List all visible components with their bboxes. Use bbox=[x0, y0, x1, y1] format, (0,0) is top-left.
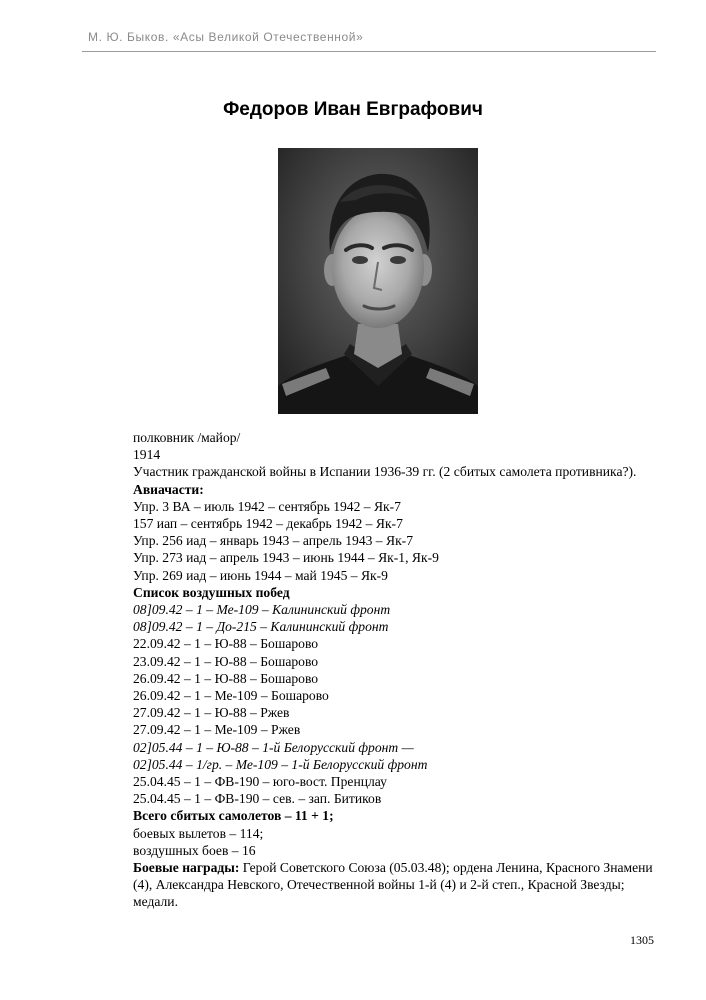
victory-line: 25.04.45 – 1 – ФВ-190 – сев. – зап. Битиков bbox=[133, 791, 382, 807]
portrait-photo bbox=[278, 148, 478, 414]
birth-year: 1914 bbox=[133, 447, 161, 463]
running-header: М. Ю. Быков. «Асы Великой Отечественной» bbox=[88, 30, 364, 44]
combat-sorties: боевых вылетов – 114; bbox=[133, 825, 264, 841]
page-number: 1305 bbox=[630, 933, 654, 947]
victory-line: 02]05.44 – 1 – Ю-88 – 1-й Белорусский фронт — bbox=[133, 739, 414, 755]
unit-line: Упр. 3 ВА – июль 1942 – сентябрь 1942 – Як-7 bbox=[133, 498, 401, 514]
victory-line: 02]05.44 – 1/гр. – Ме-109 – 1-й Белорусский фронт bbox=[133, 756, 428, 772]
victory-line: 27.09.42 – 1 – Ме-109 – Ржев bbox=[133, 722, 301, 738]
victory-line: 08]09.42 – 1 – Ме-109 – Калининский фронт bbox=[133, 602, 391, 618]
page-title: Федоров Иван Евграфович bbox=[223, 99, 483, 120]
victory-line: 23.09.42 – 1 – Ю-88 – Бошарово bbox=[133, 653, 319, 669]
awards-text: Герой Советского Союза (05.03.48); ордена Ленина, Красного Знамени (4), Александра Невского, Отечественной войны 1-й (4) и 2-й степ., Красной Звезды; медали. bbox=[133, 860, 653, 910]
air-battles: воздушных боев – 16 bbox=[133, 842, 256, 858]
unit-line: Упр. 269 иад – июнь 1944 – май 1945 – Як-9 bbox=[133, 567, 388, 583]
awards-paragraph bbox=[133, 859, 663, 911]
victories-heading: Список воздушных побед bbox=[133, 584, 290, 600]
unit-line: Упр. 273 иад – апрель 1943 – июнь 1944 – Як-1, Як-9 bbox=[133, 550, 439, 566]
header-divider bbox=[82, 51, 656, 52]
victory-line: 25.04.45 – 1 – ФВ-190 – юго-вост. Пренцлау bbox=[133, 774, 387, 790]
victory-line: 26.09.42 – 1 – Ю-88 – Бошарово bbox=[133, 670, 319, 686]
victory-line: 27.09.42 – 1 – Ю-88 – Ржев bbox=[133, 705, 290, 721]
total-shot-down: Всего сбитых самолетов – 11 + 1; bbox=[133, 808, 334, 824]
victory-line: 22.09.42 – 1 – Ю-88 – Бошарово bbox=[133, 636, 319, 652]
rank: полковник /майор/ bbox=[133, 430, 241, 445]
units-heading: Авиачасти: bbox=[133, 481, 204, 497]
biography-note: Участник гражданской войны в Испании 1936-39 гг. (2 сбитых самолета противника?). bbox=[133, 464, 637, 480]
unit-line: 157 иап – сентябрь 1942 – декабрь 1942 – Як-7 bbox=[133, 516, 403, 532]
biography-text bbox=[133, 429, 663, 911]
unit-line: Упр. 256 иад – январь 1943 – апрель 1943 – Як-7 bbox=[133, 533, 413, 549]
awards-label: Боевые награды: bbox=[133, 860, 240, 876]
victory-line: 26.09.42 – 1 – Ме-109 – Бошарово bbox=[133, 688, 329, 704]
victory-line: 08]09.42 – 1 – До-215 – Калининский фронт bbox=[133, 619, 389, 635]
